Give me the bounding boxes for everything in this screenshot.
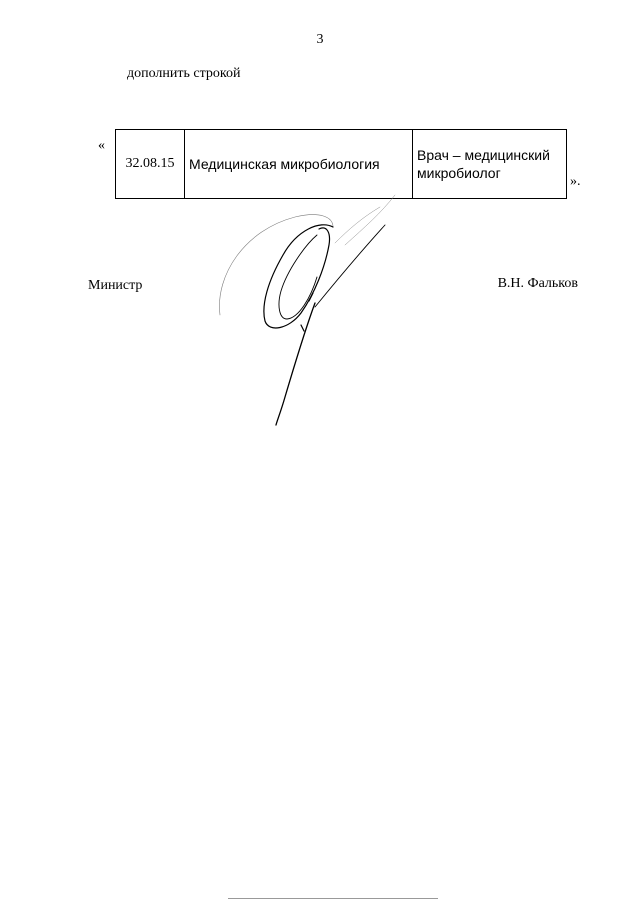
specialty-code: 32.08.15 [116, 130, 185, 199]
handwritten-signature [205, 185, 405, 430]
qualification-name: Врач – медицинский микробиолог [413, 130, 567, 199]
signer-name: В.Н. Фальков [497, 276, 578, 291]
scan-artifact-line [228, 898, 438, 899]
page-number: 3 [316, 32, 324, 47]
signer-title: Министр [88, 278, 143, 293]
specialty-name: Медицинская микробиология [185, 130, 413, 199]
instruction-text: дополнить строкой [127, 66, 241, 81]
opening-quote: « [98, 138, 105, 153]
closing-quote: ». [570, 174, 581, 189]
